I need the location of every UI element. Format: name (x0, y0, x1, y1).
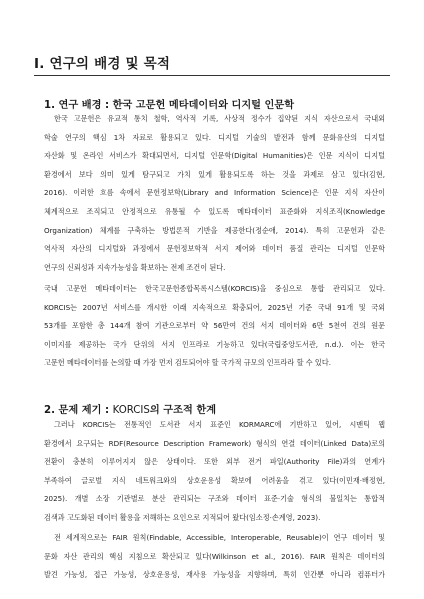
section-2-heading (44, 401, 384, 416)
paragraph-line: 역사적 자산의 디지털화 과정에서 문헌정보학적 서지 제어와 데이터 품질 관리는 디지털 인문학 (44, 244, 385, 254)
paragraph-line: 부족하여 글로벌 지식 네트워크와의 상호운용성 확보에 어려움을 겪고 있다(이민재·배정현, (44, 475, 385, 485)
paragraph-line: 53개를 포함한 총 144개 참여 기관으로부터 약 56만여 건의 서지 데이터와 6만 5천여 건의 원문 (44, 321, 385, 331)
paragraph-line: 문화 자산 관리의 핵심 지침으로 확산되고 있다(Wilkinson et al., 2016). FAIR 원칙은 데이터의 (44, 551, 385, 561)
chapter-divider (34, 75, 390, 76)
paragraph-line: 2016). 이러한 흐름 속에서 문헌정보학(Library and Information Science)은 인문 지식 자산이 (44, 188, 385, 198)
paragraph-line: 학술 연구의 핵심 1차 자료로 활용되고 있다. 디지털 기술의 발전과 함께 문화유산의 디지털 (44, 132, 385, 142)
paragraph-line: 발견 가능성, 접근 가능성, 상호운용성, 재사용 가능성을 지향하며, 특히 인간뿐 아니라 컴퓨터가 (44, 570, 385, 580)
chapter-title: Ⅰ. 연구의 배경 및 목적 (34, 56, 171, 72)
paragraph-line: 이미지를 제공하는 국가 단위의 서지 인프라로 기능하고 있다(국립중앙도서관, n.d.). 이는 한국 (44, 339, 385, 349)
paragraph-line: 그러나 KORCIS는 전통적인 도서관 서지 표준인 KORMARC에 기반하고 있어, 시맨틱 웹 (54, 420, 385, 429)
paragraph-line: 환경에서 요구되는 RDF(Resource Description Framework) 형식의 연결 데이터(Linked Data)로의 (44, 438, 385, 448)
paragraph-line: 국내 고문헌 메타데이터는 한국고문헌종합목록시스템(KORCIS)을 중심으로 통합 관리되고 있다. (44, 284, 385, 293)
paragraph-line: 전 세계적으로는 FAIR 원칙(Findable, Accessible, Interoperable, Reusable)이 연구 데이터 및 (54, 533, 385, 542)
paragraph-line: 검색과 고도화된 데이터 활용을 저해하는 요인으로 지적되어 왔다(임소정·손계영, 2023). (44, 512, 321, 522)
section-2-heading-suffix: 의 구조적 한계 (149, 405, 217, 416)
paragraph-line: 한국 고문헌은 유교적 통치 철학, 역사적 기록, 사상적 정수가 집약된 지식 자산으로서 국내외 (54, 114, 385, 123)
paragraph-line: 환경에서 보다 의미 있게 탐구되고 가치 있게 활용되도록 하는 것을 과제로 삼고 있다(김현, (44, 169, 385, 179)
section-1-paragraph-2 (44, 280, 385, 373)
paragraph-line: 체계적으로 조직되고 안정적으로 유통될 수 있도록 메타데이터 표준화와 지식조직(Knowledge (44, 206, 385, 216)
section-1-heading: 1. 연구 배경 : 한국 고문헌 메타데이터와 디지털 인문학 (44, 100, 295, 111)
paragraph-line: Organization) 체계를 구축하는 방법론적 기반을 제공한다(정순애, 2014). 특히 고문헌과 같은 (44, 225, 385, 235)
paragraph-line: 2025). 개별 소장 기관별로 분산 관리되는 구조와 데이터 표준·기술 형식의 불일치는 통합적 (44, 494, 385, 504)
section-2-paragraph-2 (44, 529, 385, 585)
paragraph-line: KORCIS는 2007년 서비스를 개시한 이래 지속적으로 확충되어, 2025년 기준 국내 91개 및 국외 (44, 302, 385, 312)
paragraph-line: 전환이 충분히 이루어지지 않은 상태이다. 또한 외부 전거 파일(Authority File)과의 연계가 (44, 457, 385, 467)
paragraph-line: 자산화 및 온라인 서비스가 확대되면서, 디지털 인문학(Digital Humanities)은 인문 지식이 디지털 (44, 151, 385, 161)
paragraph-line: 고문헌 메타데이터를 논의할 때 가장 먼저 검토되어야 할 국가적 규모의 인프라라 할 수 있다. (44, 358, 331, 368)
section-2-heading-prefix: 2. 문제 제기 : (44, 405, 113, 416)
paragraph-line: 연구의 신뢰성과 지속가능성을 확보하는 전제 조건이 된다. (44, 262, 226, 272)
section-1-paragraph-1 (44, 110, 385, 277)
section-2-paragraph-1 (44, 416, 385, 528)
section-2-heading-korcis: KORCIS (112, 405, 150, 416)
